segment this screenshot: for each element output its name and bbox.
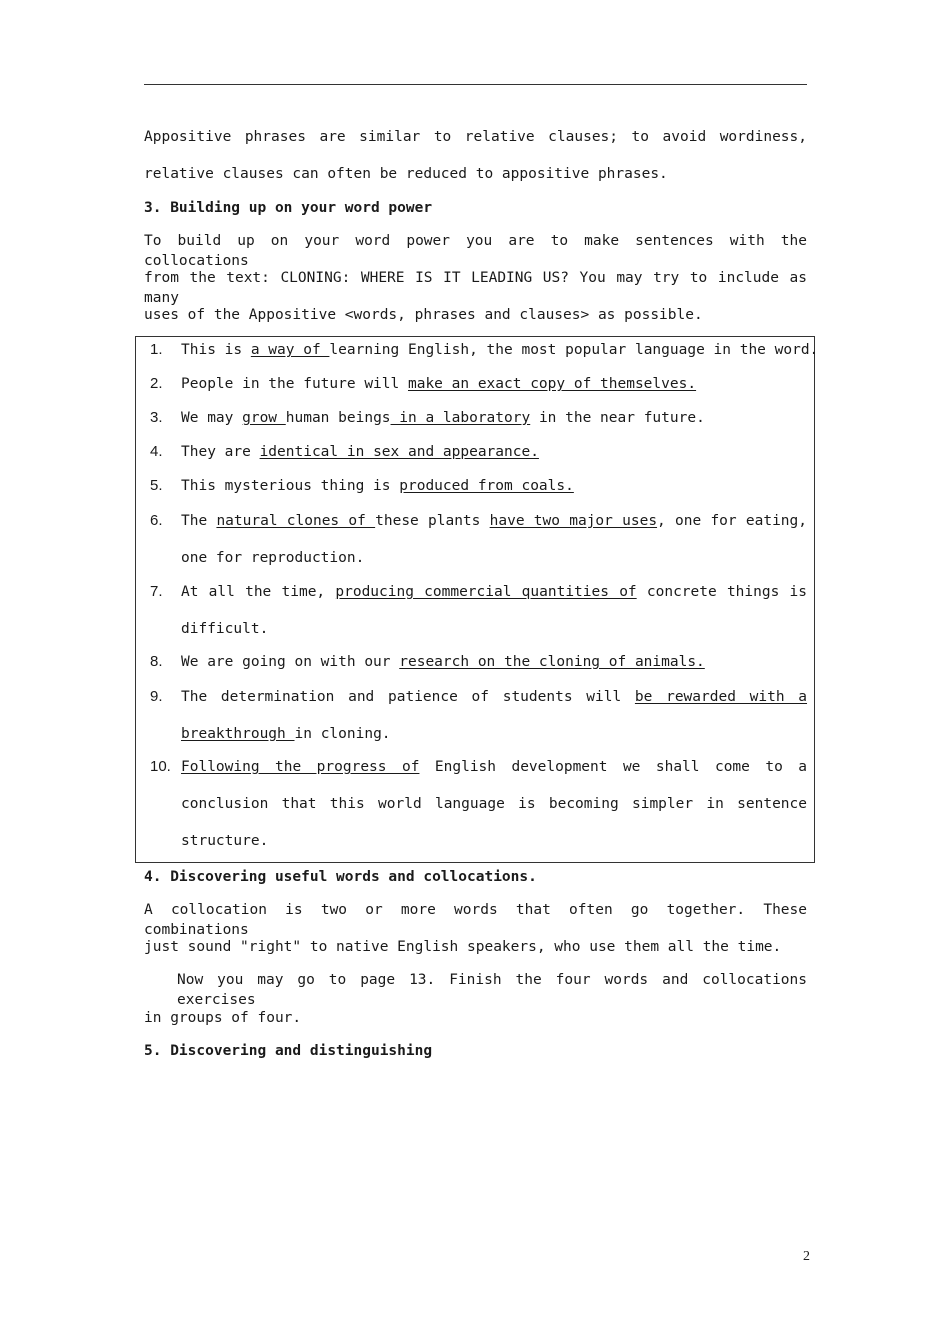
- item-number: 10.: [150, 758, 171, 775]
- list-item-continuation: structure.: [181, 833, 269, 849]
- collocation: natural clones of: [216, 513, 376, 529]
- list-item: This is a way of learning English, the most popular language in the word.: [181, 342, 819, 358]
- page-number: 2: [803, 1249, 810, 1264]
- list-item-continuation: conclusion that this world language is becoming simpler in sentence: [181, 796, 807, 812]
- item-number: 5.: [150, 477, 163, 494]
- list-item: We are going on with our research on the cloning of animals.: [181, 654, 705, 670]
- intro-line-1: Appositive phrases are similar to relative clauses; to avoid wordiness,: [144, 129, 807, 145]
- list-item-continuation: one for reproduction.: [181, 550, 365, 566]
- intro-line-2: relative clauses can often be reduced to appositive phrases.: [144, 166, 668, 182]
- section3-line-3: uses of the Appositive <words, phrases and clauses> as possible.: [144, 307, 703, 323]
- section3-heading: 3. Building up on your word power: [144, 200, 433, 216]
- item-number: 2.: [150, 375, 163, 392]
- item-number: 8.: [150, 653, 163, 670]
- section5-heading: 5. Discovering and distinguishing: [144, 1043, 433, 1059]
- section4-line-3: Now you may go to page 13. Finish the four words and collocations exercises: [177, 972, 807, 1008]
- collocation: produced from coals.: [399, 478, 574, 494]
- collocation: in a laboratory: [390, 410, 531, 426]
- section3-line-2: from the text: CLONING: WHERE IS IT LEADING US? You may try to include as many: [144, 270, 807, 306]
- section3-line-1: To build up on your word power you are to make sentences with the collocations: [144, 233, 807, 269]
- item-number: 7.: [150, 583, 163, 600]
- list-item: The determination and patience of students will be rewarded with a: [181, 689, 808, 705]
- collocation: make an exact copy of themselves.: [407, 376, 697, 392]
- collocation: Following the progress of: [181, 759, 420, 775]
- collocation: breakthrough: [181, 726, 295, 742]
- section4-line-1: A collocation is two or more words that often go together. These combinations: [144, 902, 807, 938]
- item-number: 4.: [150, 443, 163, 460]
- item-number: 3.: [150, 409, 163, 426]
- item-number: 9.: [150, 688, 163, 705]
- list-item: They are identical in sex and appearance.: [181, 444, 539, 460]
- list-item: People in the future will make an exact copy of themselves.: [181, 376, 697, 392]
- section4-line-2: just sound "right" to native English speakers, who use them all the time.: [144, 939, 782, 955]
- list-item: We may grow human beings in a laboratory in the near future.: [181, 410, 705, 426]
- collocation: be rewarded with a: [634, 689, 808, 705]
- list-item-continuation: difficult.: [181, 621, 269, 637]
- item-number: 1.: [150, 341, 163, 358]
- list-item: The natural clones of these plants have two major uses, one for eating,: [181, 513, 807, 529]
- collocation: identical in sex and appearance.: [259, 444, 539, 460]
- header-rule: [144, 84, 807, 85]
- section4-line-4: in groups of four.: [144, 1010, 302, 1026]
- list-item-continuation: breakthrough in cloning.: [181, 726, 391, 742]
- collocation: research on the cloning of animals.: [399, 654, 705, 670]
- list-item: At all the time, producing commercial quantities of concrete things is: [181, 584, 808, 600]
- list-item: Following the progress of English development we shall come to a: [181, 759, 807, 775]
- collocation: have two major uses: [489, 513, 658, 529]
- section4-heading: 4. Discovering useful words and collocations.: [144, 869, 537, 885]
- collocation: producing commercial quantities of: [335, 584, 637, 600]
- collocation: a way of: [250, 342, 330, 358]
- collocation: grow: [242, 410, 286, 426]
- item-number: 6.: [150, 512, 163, 529]
- list-item: This mysterious thing is produced from coals.: [181, 478, 574, 494]
